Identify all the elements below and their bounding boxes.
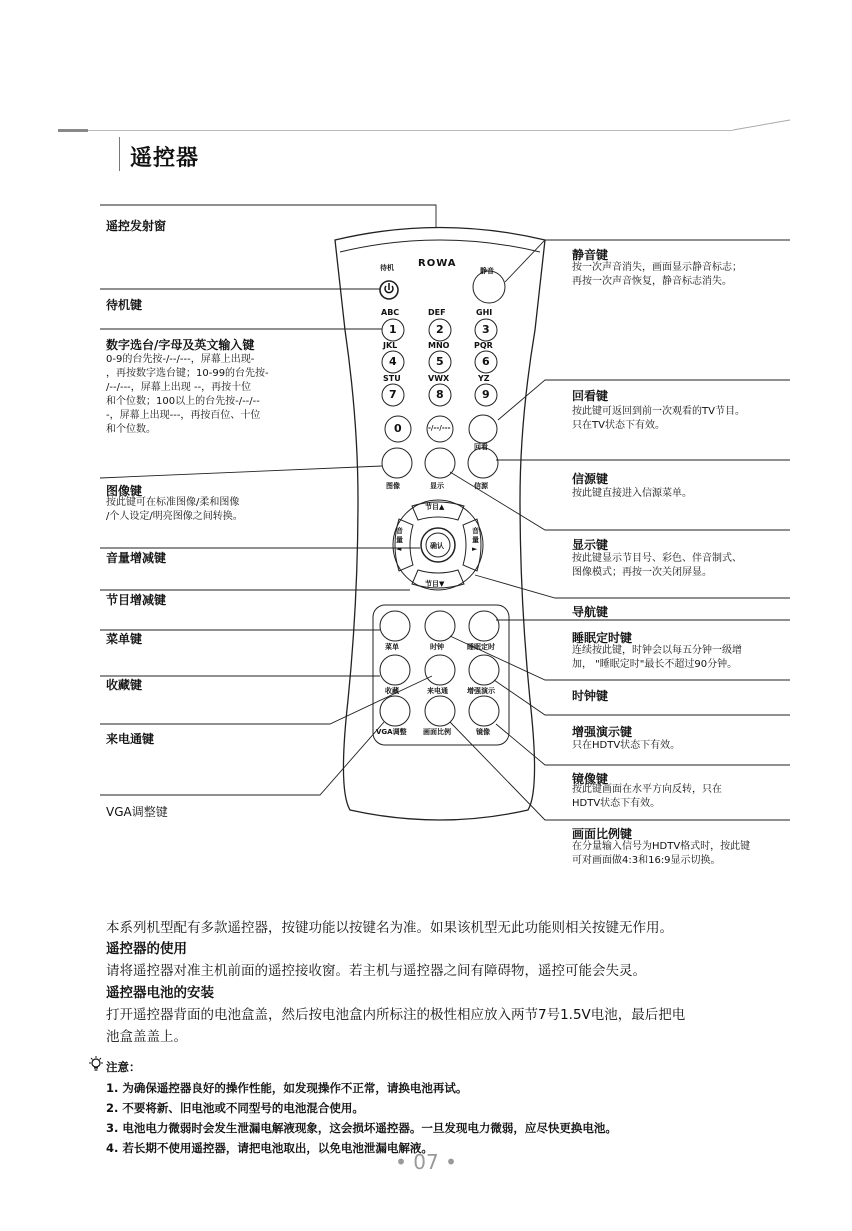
key5-letters: MNO (428, 341, 450, 350)
lightbulb-icon (88, 1056, 104, 1072)
sleep-button[interactable] (469, 611, 499, 641)
key8-letters: VWX (428, 374, 450, 383)
menu-button[interactable] (380, 611, 410, 641)
key2-digit: 2 (436, 323, 444, 336)
picture-label: 图像 (386, 482, 400, 490)
numeric-key-title: 数字选台/字母及英文输入键 (106, 338, 255, 352)
vga-label: VGA调整 (376, 728, 407, 736)
brand-logo: ROWA (418, 258, 457, 269)
mirror-key-desc: 按此键画面在水平方向反转，只在 HDTV状态下有效。 (572, 784, 722, 809)
prog-up-label: 节目▲ (425, 503, 445, 511)
favorite-button[interactable] (380, 655, 410, 685)
menu-key-label: 菜单键 (106, 632, 143, 646)
vol-right-label: 音量► (472, 527, 479, 553)
key9-digit: 9 (482, 388, 490, 401)
key3-letters: GHI (476, 308, 493, 317)
vol-left-label: 音量◄ (396, 527, 403, 553)
key9-letters: YZ (478, 374, 490, 383)
sleep-key-desc: 连续按此键，时钟会以每五分钟一级增 加， "睡眠定时"最长不超过90分钟。 (572, 645, 742, 670)
source-key-desc: 按此键直接进入信源菜单。 (572, 488, 692, 499)
favorite-key-label: 收藏键 (106, 678, 143, 692)
notes-title: 注意： (106, 1060, 141, 1074)
page-number: • 07 • (395, 1150, 457, 1174)
demo-key-title: 增强演示键 (572, 725, 633, 739)
aspect-key-title: 画面比例键 (572, 827, 633, 841)
note-item: 1. 为确保遥控器良好的操作性能，如发现操作不正常，请换电池再试。 (106, 1081, 468, 1095)
key6-letters: PQR (474, 341, 493, 350)
battery-paragraph-line1: 打开遥控器背面的电池盒盖，然后按电池盒内所标注的极性相应放入两节7号1.5V电池，最后把电 (106, 1007, 686, 1023)
aspect-button[interactable] (425, 696, 455, 726)
recall-key-desc: 按此键可返回到前一次观看的TV节目。 只在TV状态下有效。 (572, 406, 745, 431)
caller-key-label: 来电通键 (106, 732, 155, 746)
display-button[interactable] (425, 448, 455, 478)
key3-digit: 3 (482, 323, 490, 336)
source-button[interactable] (468, 448, 498, 478)
mirror-label: 镜像 (476, 728, 490, 736)
key7-digit: 7 (389, 388, 397, 401)
nav-key-title: 导航键 (572, 605, 609, 619)
recall-label: 回看 (474, 443, 488, 451)
vga-button[interactable] (380, 696, 410, 726)
caller-label: 来电通 (427, 687, 448, 695)
display-label: 显示 (430, 482, 444, 490)
demo-label: 增强演示 (467, 687, 495, 695)
aspect-label: 画面比例 (423, 728, 451, 736)
note-item: 3. 电池电力微弱时会发生泄漏电解液现象，这会损坏遥控器。一旦发现电力微弱，应尽快更换电池。 (106, 1121, 617, 1135)
caller-button[interactable] (425, 655, 455, 685)
display-key-desc: 按此键显示节目号、彩色、伴音制式、 图像模式；再按一次关闭屏显。 (572, 553, 742, 578)
display-key-title: 显示键 (572, 538, 609, 552)
recall-key-title: 回看键 (572, 389, 609, 403)
mute-key-title: 静音键 (572, 248, 609, 262)
mirror-button[interactable] (469, 696, 499, 726)
program-key-label: 节目增减键 (106, 593, 167, 607)
note-item: 2. 不要将新、旧电池或不同型号的电池混合使用。 (106, 1101, 364, 1115)
key4-digit: 4 (389, 355, 397, 368)
sleep-label: 睡眠定时 (467, 643, 495, 651)
prog-down-label: 节目▼ (425, 580, 445, 588)
source-key-title: 信源键 (572, 472, 609, 486)
key1-letters: ABC (381, 308, 400, 317)
clock-label: 时钟 (430, 643, 444, 651)
sleep-key-title: 睡眠定时键 (572, 631, 633, 645)
vga-key-label: VGA调整键 (106, 805, 168, 819)
recall-button[interactable] (469, 415, 497, 443)
numeric-key-desc: 0-9的台先按-/--/---，屏幕上出现- ，再按数字选台键；10-99的台先按- /--/---，屏幕上出现 --，再按十位 和个位数；100以上的台先按-/--/-- -，屏幕上出现---，再按百位、十位 和个位数。 (106, 354, 269, 435)
key5-digit: 5 (436, 355, 444, 368)
note-item: 4. 若长期不使用遥控器，请把电池取出，以免电池泄漏电解液。 (106, 1141, 433, 1155)
standby-key-label: 待机键 (106, 298, 143, 312)
ok-label: 确认 (430, 542, 444, 550)
picture-key-title: 图像键 (106, 484, 143, 498)
battery-paragraph-line2: 池盒盖盖上。 (106, 1029, 187, 1045)
key1-digit: 1 (389, 323, 397, 336)
picture-key-desc: 按此键可在标准图像/柔和图像 /个人设定/明亮图像之间转换。 (106, 497, 243, 522)
menu-label: 菜单 (385, 643, 399, 651)
ir-window-label: 遥控发射窗 (106, 219, 167, 233)
mute-label: 静音 (480, 267, 494, 275)
fav-label: 收藏 (385, 687, 399, 695)
key4-letters: JKL (383, 341, 398, 350)
demo-key-desc: 只在HDTV状态下有效。 (572, 740, 681, 751)
picture-button[interactable] (382, 448, 412, 478)
mirror-key-title: 镜像键 (572, 772, 609, 786)
key0-digit: 0 (394, 422, 402, 435)
standby-label: 待机 (380, 264, 394, 272)
clock-key-title: 时钟键 (572, 689, 609, 703)
battery-heading: 遥控器电池的安装 (106, 985, 214, 1001)
volume-key-label: 音量增减键 (106, 551, 167, 565)
key6-digit: 6 (482, 355, 490, 368)
aspect-key-desc: 在分量输入信号为HDTV格式时，按此键 可对画面做4:3和16:9显示切换。 (572, 841, 751, 866)
page-title: 遥控器 (130, 146, 200, 171)
usage-paragraph: 请将遥控器对准主机前面的遥控接收窗。若主机与遥控器之间有障碍物，遥控可能会失灵。 (106, 963, 646, 979)
usage-heading: 遥控器的使用 (106, 941, 187, 957)
source-label: 信源 (474, 482, 488, 490)
key7-letters: STU (383, 374, 401, 383)
key2-letters: DEF (428, 308, 446, 317)
mute-key-desc: 按一次声音消失，画面显示静音标志； 再按一次声音恢复，静音标志消失。 (572, 262, 742, 287)
intro-paragraph: 本系列机型配有多款遥控器，按键功能以按键名为准。如果该机型无此功能则相关按键无作用。 (106, 920, 673, 936)
key8-digit: 8 (436, 388, 444, 401)
dash-label: -/--/--- (428, 424, 451, 432)
